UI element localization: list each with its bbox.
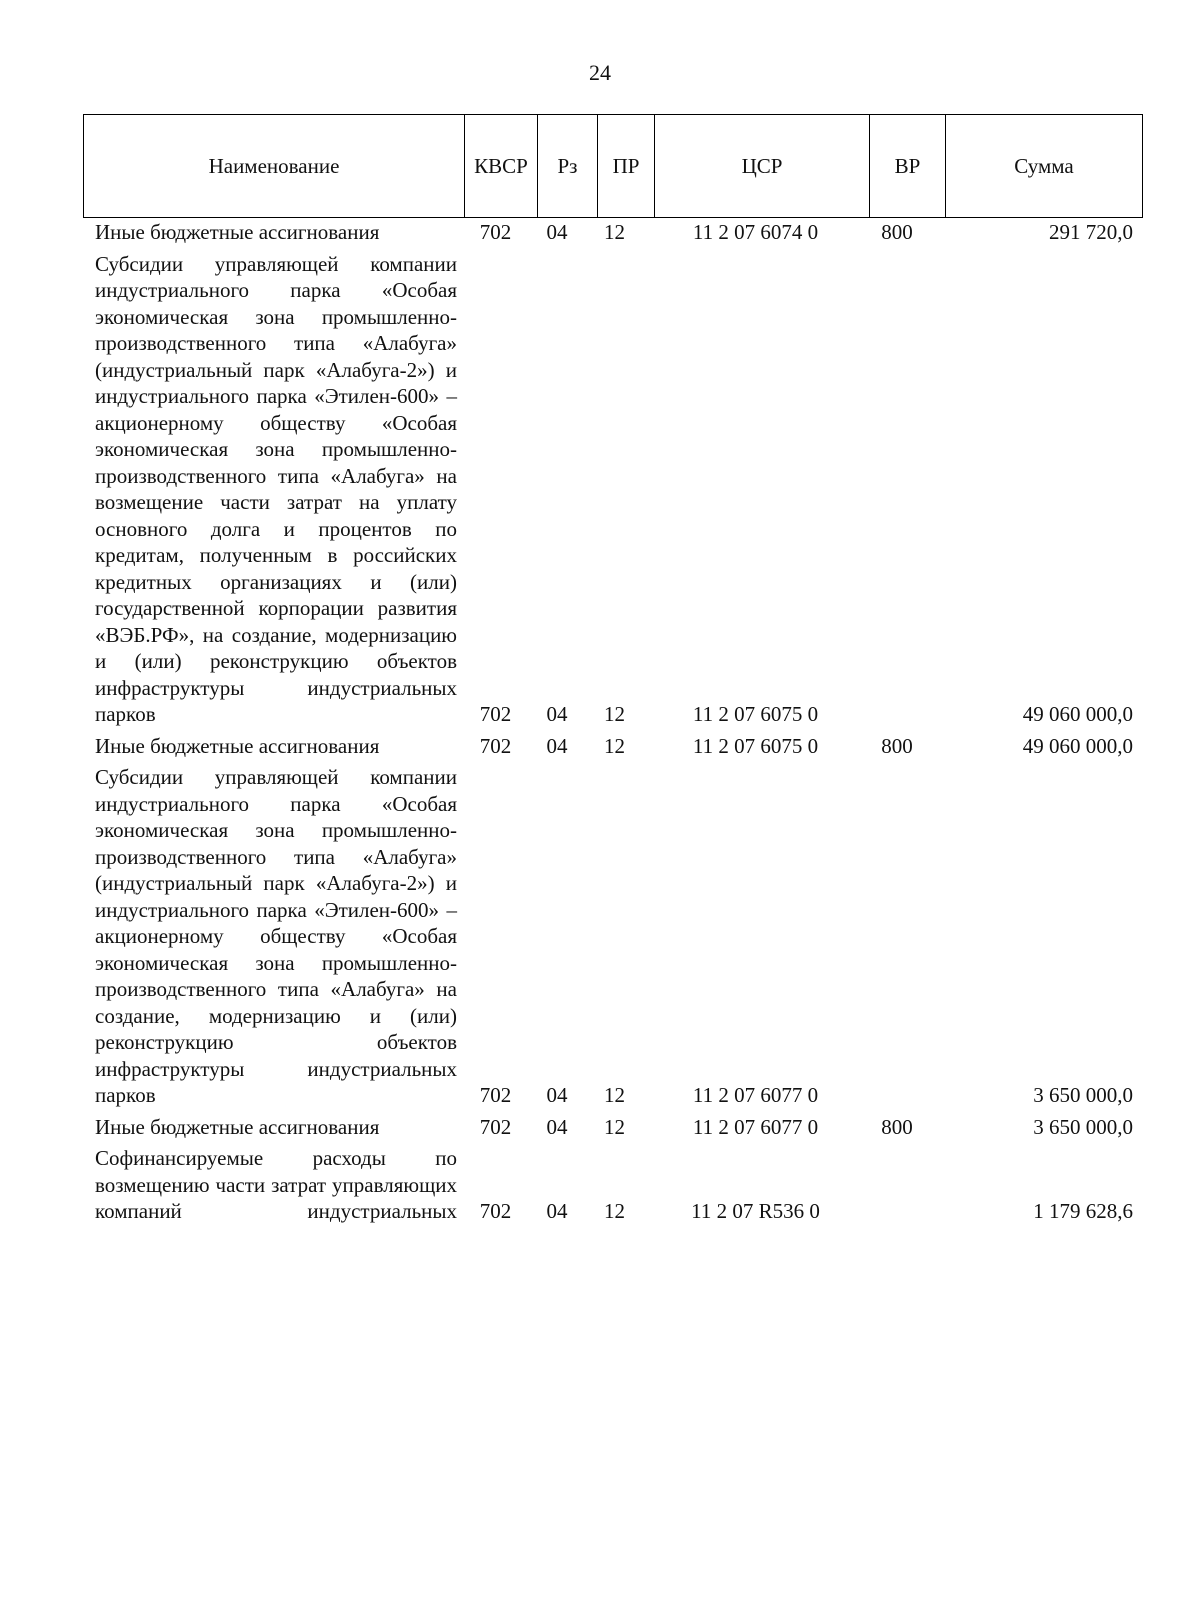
header-sum: Сумма xyxy=(945,115,1142,217)
row-vr: 800 xyxy=(881,220,913,244)
row-kvsr: 702 xyxy=(479,1199,512,1223)
row-sum: 1 179 628,6 xyxy=(1033,1199,1133,1223)
row-name: Иные бюджетные ассигнования xyxy=(95,1114,380,1139)
row-rz: 04 xyxy=(546,1199,568,1223)
header-vr: ВР xyxy=(869,115,945,217)
row-pr: 12 xyxy=(604,702,625,726)
row-vr: 800 xyxy=(881,733,913,758)
row-csr: 11 2 07 6077 0 xyxy=(692,1083,819,1107)
row-pr: 12 xyxy=(604,1114,625,1139)
table-row xyxy=(83,1144,1143,1229)
row-name: Софинансируемые расходы по возмещению части затрат управляющих компаний индустриальных xyxy=(95,1146,457,1223)
row-sum: 49 060 000,0 xyxy=(1022,702,1133,726)
row-rz: 04 xyxy=(546,702,568,726)
row-name: Иные бюджетные ассигнования xyxy=(95,733,380,758)
row-csr: 11 2 07 R536 0 xyxy=(691,1199,820,1223)
row-kvsr: 702 xyxy=(479,1083,512,1107)
row-sum: 3 650 000,0 xyxy=(1033,1114,1133,1139)
row-rz: 04 xyxy=(546,1114,568,1139)
row-kvsr: 702 xyxy=(479,220,512,244)
row-sum: 291 720,0 xyxy=(1049,220,1133,244)
page-number: 24 xyxy=(589,60,611,85)
row-csr: 11 2 07 6077 0 xyxy=(692,1114,819,1139)
row-csr: 11 2 07 6074 0 xyxy=(692,220,819,244)
header-csr: ЦСР xyxy=(654,115,869,217)
table-body xyxy=(83,218,1143,1229)
header-rz: Рз xyxy=(537,115,597,217)
row-name: Субсидии управляющей компании индустриального парка «Особая экономическая зона промышленно-производственного типа «Алабуга» (индустриальный парк «Алабуга-2») и индустриального парка «Этилен-600» – акционерному обществу «Особая экономическая зона промышленно-производственного типа «Алабуга» на создание, модернизацию и (или) реконструкцию объектов инфраструктуры индустриальных парков xyxy=(95,765,457,1107)
row-sum: 3 650 000,0 xyxy=(1033,1083,1133,1107)
row-sum: 49 060 000,0 xyxy=(1022,733,1133,758)
row-kvsr: 702 xyxy=(479,702,512,726)
row-pr: 12 xyxy=(604,220,625,244)
row-kvsr: 702 xyxy=(479,733,512,758)
table-row xyxy=(83,218,1143,250)
row-rz: 04 xyxy=(546,733,568,758)
row-rz: 04 xyxy=(546,1083,568,1107)
table-row xyxy=(83,763,1143,1113)
header-name: Наименование xyxy=(208,153,340,178)
row-pr: 12 xyxy=(604,733,625,758)
row-name: Субсидии управляющей компании индустриального парка «Особая экономическая зона промышленно-производственного типа «Алабуга» (индустриальный парк «Алабуга-2») и индустриального парка «Этилен-600» – акционерному обществу «Особая экономическая зона промышленно-производственного типа «Алабуга» на возмещение части затрат на уплату основного долга и процентов по кредитам, полученным в российских кредитных организациях и (или) государственной корпорации развития «ВЭБ.РФ», на создание, модернизацию и (или) реконструкцию объектов инфраструктуры индустриальных парков xyxy=(95,251,457,726)
table-row xyxy=(83,1113,1143,1145)
row-pr: 12 xyxy=(604,1083,625,1107)
row-rz: 04 xyxy=(546,220,568,244)
row-csr: 11 2 07 6075 0 xyxy=(692,702,819,726)
header-kvsr: КВСР xyxy=(464,115,537,217)
row-csr: 11 2 07 6075 0 xyxy=(692,733,819,758)
header-pr: ПР xyxy=(597,115,654,217)
table-row xyxy=(83,250,1143,732)
table-row xyxy=(83,732,1143,764)
row-vr: 800 xyxy=(881,1114,913,1139)
table-header xyxy=(83,114,1143,218)
row-kvsr: 702 xyxy=(479,1114,512,1139)
row-pr: 12 xyxy=(604,1199,625,1223)
row-name: Иные бюджетные ассигнования xyxy=(95,220,380,244)
